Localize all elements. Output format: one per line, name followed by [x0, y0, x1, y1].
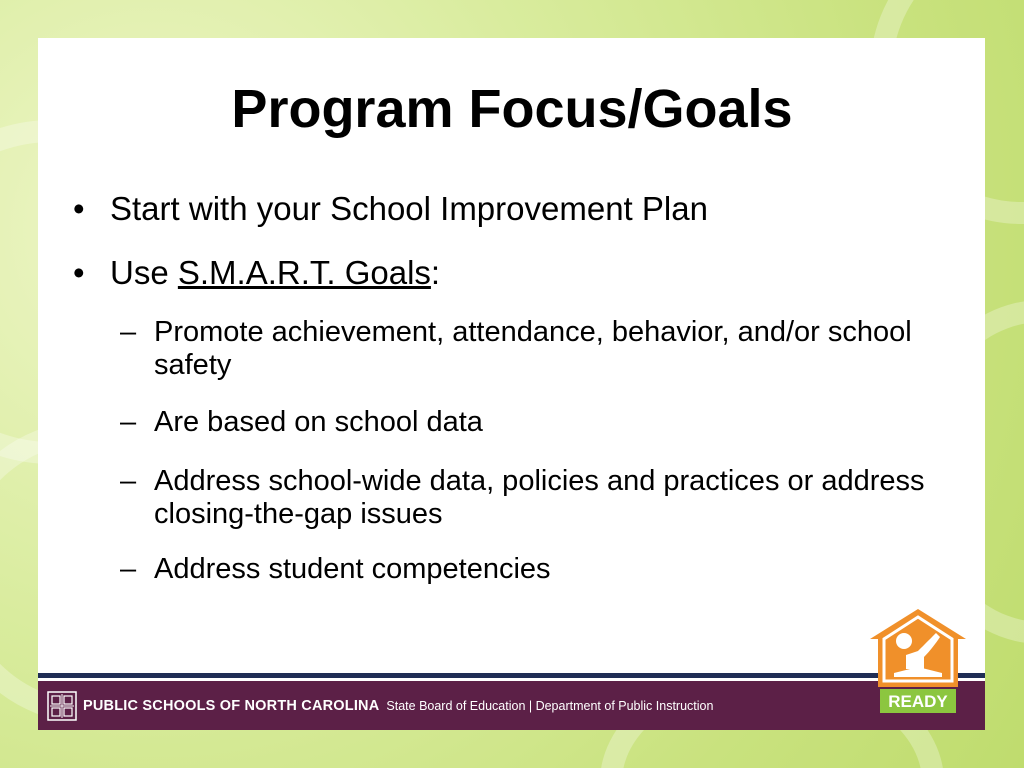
bullet-item	[73, 254, 441, 292]
slide-panel	[38, 38, 985, 730]
bullet-text-prefix: Use	[110, 254, 178, 291]
footer-bar	[38, 681, 985, 730]
bullet-marker: •	[73, 190, 85, 227]
dash-marker: –	[120, 406, 137, 438]
logo-label: READY	[888, 692, 948, 711]
sub-bullet-text: Address student competencies	[154, 553, 551, 585]
footer-subtitle: State Board of Education | Department of Public Instruction	[386, 698, 714, 713]
sub-bullet-text: Are based on school data	[154, 406, 483, 438]
footer-org-name: PUBLIC SCHOOLS OF NORTH CAROLINA	[83, 697, 380, 714]
smart-goals-link[interactable]: S.M.A.R.T. Goals	[177, 254, 431, 291]
dash-marker: –	[120, 465, 137, 497]
slide-title: Program Focus/Goals	[231, 79, 793, 139]
bullet-item	[73, 190, 708, 228]
student-head-icon	[896, 633, 912, 649]
bullet-marker: •	[73, 254, 85, 291]
sub-bullet-item	[120, 316, 954, 382]
dash-marker: –	[120, 553, 137, 585]
ready-logo	[866, 607, 970, 715]
dpi-seal-icon	[47, 691, 77, 721]
dash-marker: –	[120, 316, 137, 348]
sub-bullet-item	[120, 406, 954, 439]
sub-bullet-item	[120, 553, 954, 586]
sub-bullet-text: Promote achievement, attendance, behavior, and/or school safety	[154, 316, 912, 381]
bullet-text: Start with your School Improvement Plan	[110, 190, 708, 227]
sub-bullet-item	[120, 465, 954, 531]
sub-bullet-text: Address school-wide data, policies and practices or address closing-the-gap issues	[154, 465, 925, 530]
bullet-text-suffix: :	[430, 254, 441, 291]
